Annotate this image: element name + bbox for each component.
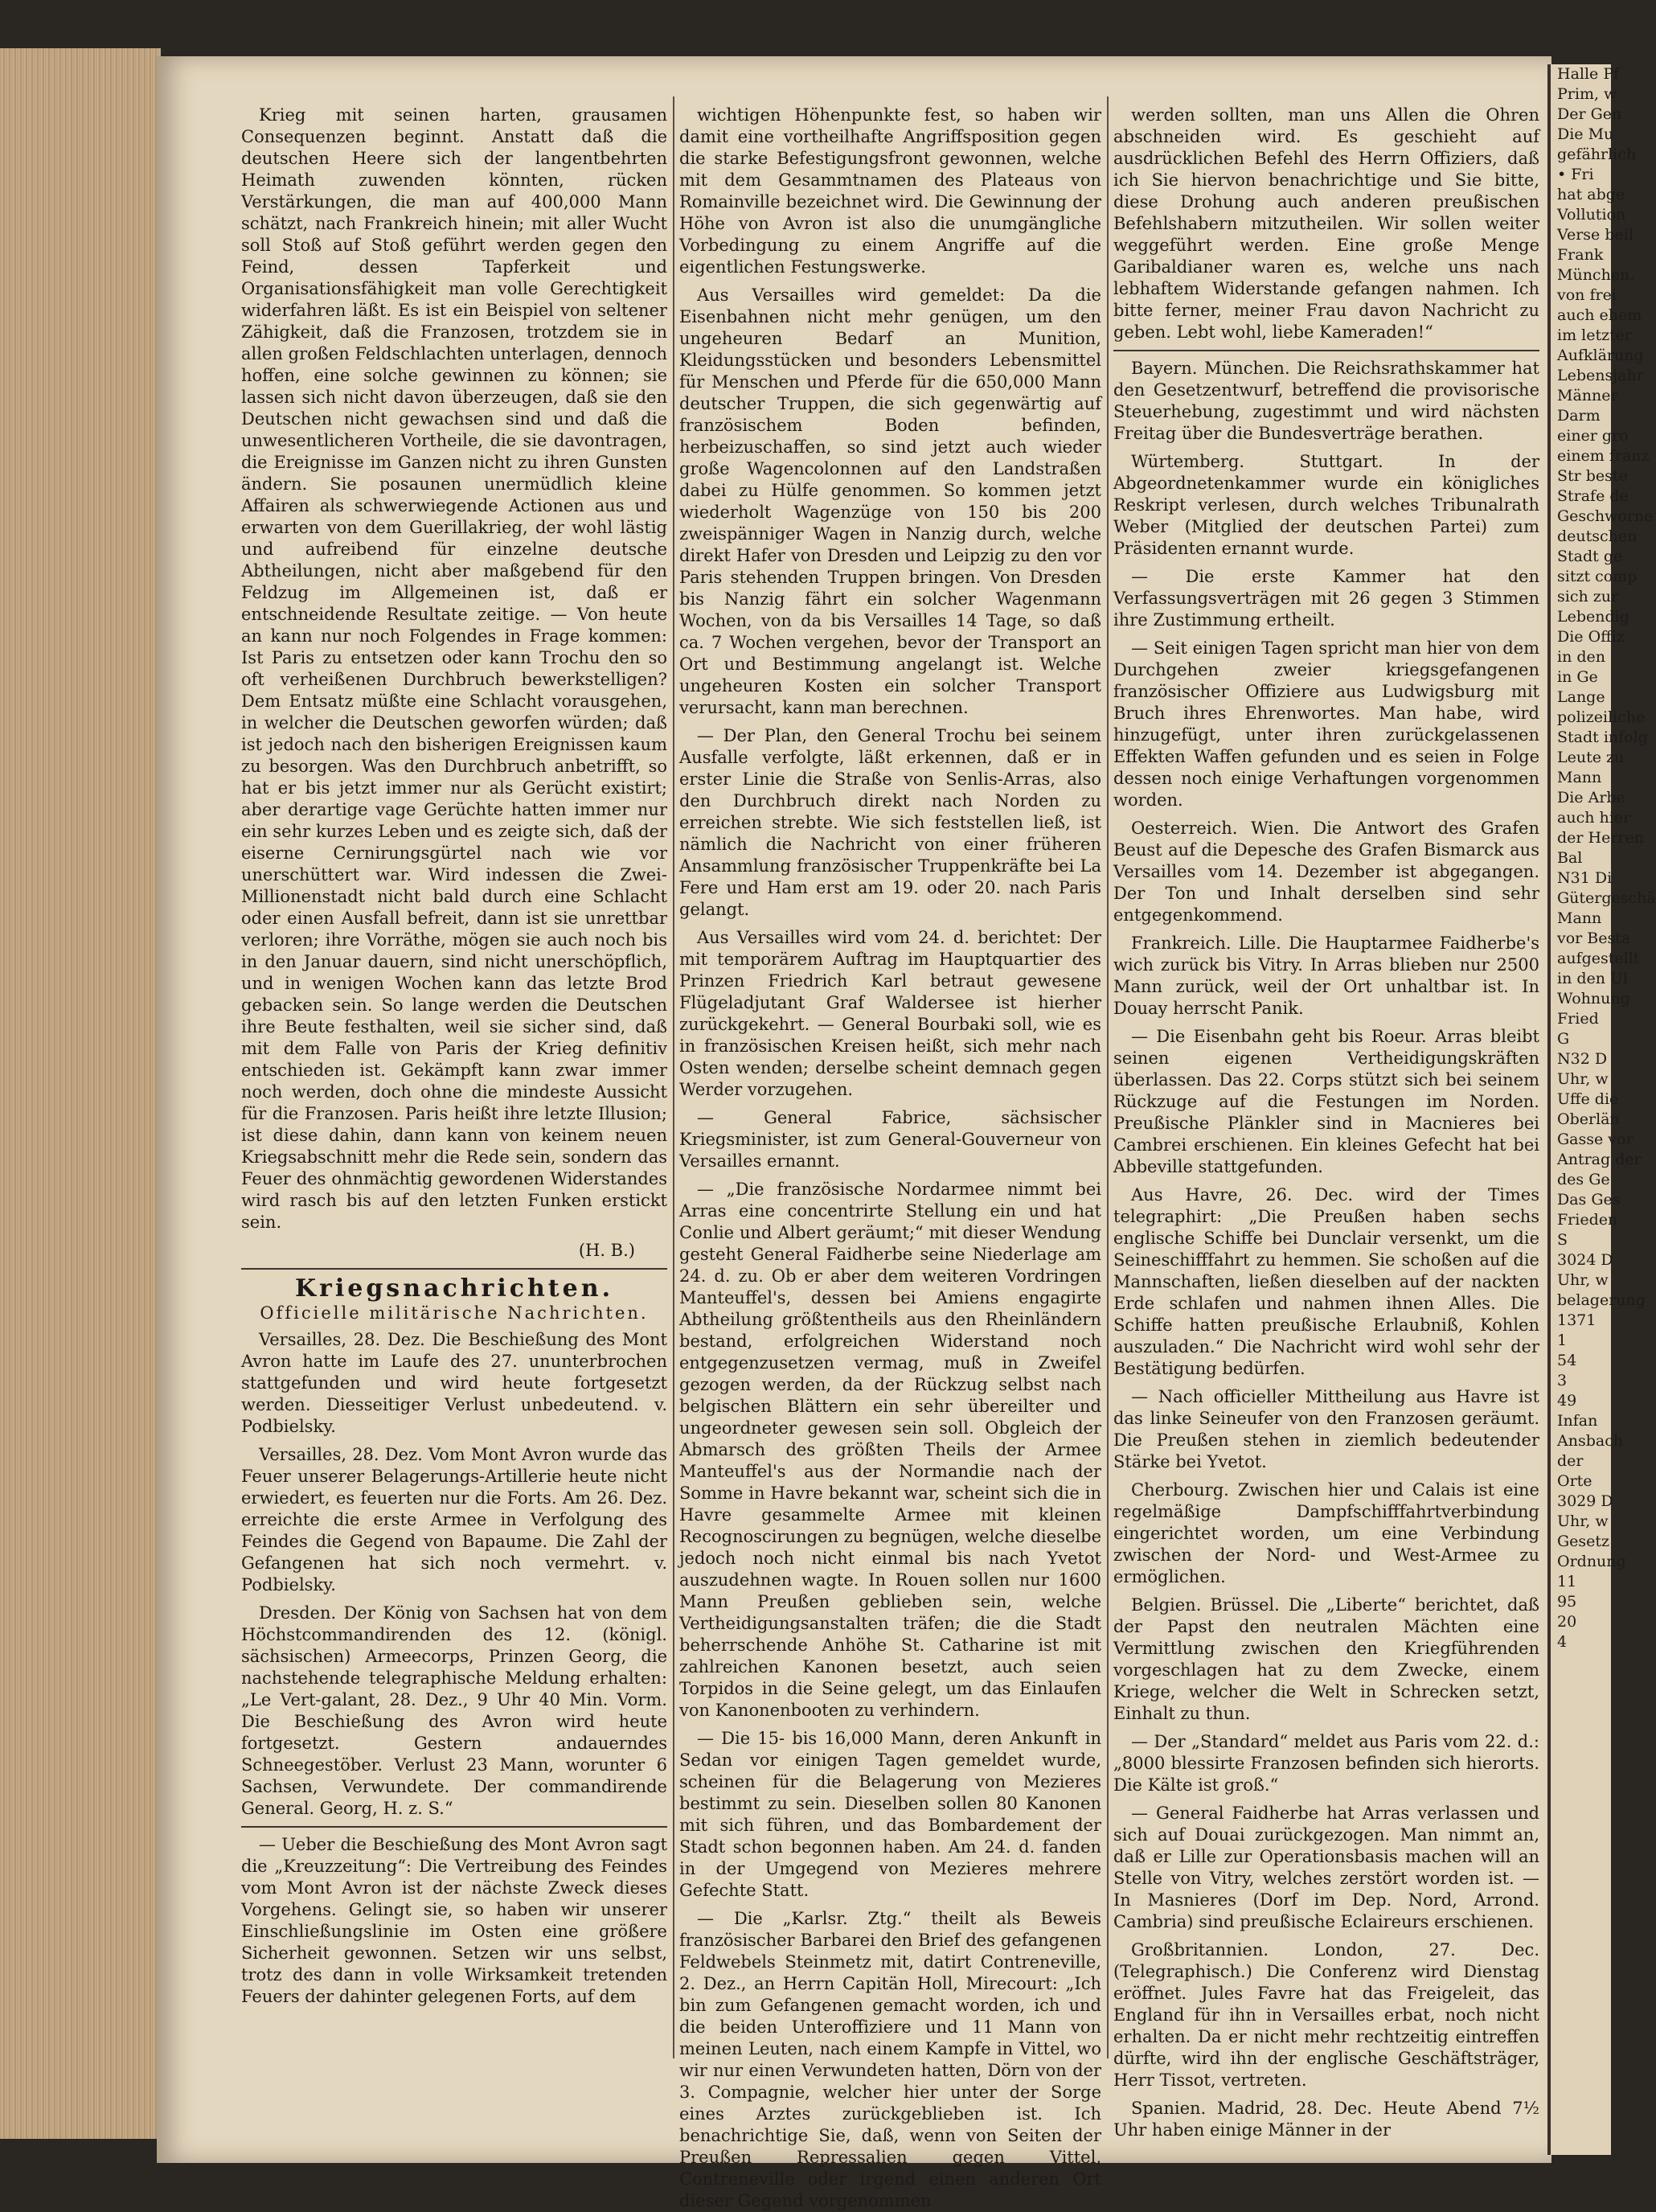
adjacent-page-fragment: belagerung <box>1557 1291 1646 1309</box>
adjacent-page-fragment: Mann <box>1557 909 1602 927</box>
adjacent-page-fragment: Die Offiz <box>1557 628 1625 646</box>
adjacent-page-fragment: Verse beil <box>1557 226 1633 244</box>
adjacent-page-fragment: Strafe de <box>1557 487 1629 505</box>
paragraph: — Die erste Kammer hat den Verfassungsverträgen mit 26 gegen 3 Stimmen ihre Zustimmung ertheilt. <box>1113 567 1539 630</box>
paragraph: Bayern. München. Die Reichsrathskammer hat den Gesetzentwurf, betreffend die provisorische Steuerhebung, zugestimmt und wird nächsten Freitag über die Bundesverträge berathen. <box>1113 359 1539 443</box>
paragraph: Versailles, 28. Dez. Vom Mont Avron wurde das Feuer unserer Belagerungs-Artillerie heute nicht erwiedert, es feuerten nur die Forts. Am 26. Dez. erreichte die erste Armee in Verfolgung des Feindes die Gegend von Bapaume. Die Zahl der Gefangenen hat sich noch vermehrt. v. Podbielsky. <box>241 1445 667 1594</box>
section-divider <box>241 1826 667 1828</box>
adjacent-page-fragment: Männer <box>1557 387 1618 404</box>
paragraph: Aus Versailles wird gemeldet: Da die Eisenbahnen nicht mehr genügen, um den ungeheuren Bedarf an Munition, Kleidungsstücken und besonders Lebensmittel für Menschen und Pferde für die 650,000 Mann deutscher Truppen, die sich gegenwärtig auf französischem Boden befinden, herbeizuschaffen, so sind jetzt auch wieder große Wagencolonnen auf den Landstraßen dabei zu Hülfe genommen. So kommen jetzt wiederholt Wagenzüge von 150 bis 200 zweispänniger Wagen in Nanzig durch, welche direkt Hafer von Dresden und Leipzig zu den vor Paris stehenden Truppen bringen. Von Dresden bis Nanzig fährt ein solcher Wagenmann Wochen, von da bis Versailles 14 Tage, so daß ca. 7 Wochen vergehen, bevor der Transport an Ort und Bestimmung angelangt ist. Welche ungeheuren Kosten ein solcher Transport verursacht, kann man berechnen. <box>679 285 1101 717</box>
adjacent-page-fragment: einer gro <box>1557 427 1629 445</box>
adjacent-page-fragment: Lebendig <box>1557 608 1629 626</box>
adjacent-page-fragment: 4 <box>1557 1633 1568 1651</box>
paragraph: Belgien. Brüssel. Die „Liberte“ berichtet, daß der Papst den neutralen Mächten eine Vermittlung zwischen den Kriegführenden vorgeschlagen hat zu dem Zwecke, einem Kriege, welcher die Welt in Schrecken setzt, Einhalt zu thun. <box>1113 1595 1539 1723</box>
adjacent-page-fragment: Ansbach <box>1557 1432 1624 1450</box>
adjacent-page-fragment: Antrag der <box>1557 1151 1642 1168</box>
section-headline: Kriegsnachrichten. <box>294 1274 614 1303</box>
adjacent-page-fragment: Uhr, w <box>1557 1271 1609 1289</box>
section-divider <box>1113 350 1539 351</box>
adjacent-page-fragment: 49 <box>1557 1392 1577 1410</box>
adjacent-page-fragment: Oberlän <box>1557 1110 1620 1128</box>
section-divider <box>241 1268 667 1270</box>
adjacent-page-fragment: 3024 D <box>1557 1251 1613 1269</box>
adjacent-page-fragment: im letzter <box>1557 326 1633 344</box>
adjacent-page-fragment: 11 <box>1557 1573 1577 1590</box>
adjacent-page-fragment: auch ehem <box>1557 306 1642 324</box>
adjacent-page-fragment: 1 <box>1557 1332 1568 1349</box>
adjacent-page-fragment: polizeiliche <box>1557 708 1646 726</box>
paragraph: — General Fabrice, sächsischer Kriegsminister, ist zum General-Gouverneur von Versailles ernannt. <box>679 1108 1101 1171</box>
adjacent-page-fragment: sich zur <box>1557 588 1619 605</box>
adjacent-page-fragment: Lange <box>1557 688 1605 706</box>
adjacent-page-fragment: Stadt ge <box>1557 548 1623 565</box>
adjacent-page-fragment: 54 <box>1557 1352 1577 1369</box>
paragraph: — „Die französische Nordarmee nimmt bei Arras eine concentrirte Stellung ein und hat Conlie und Albert geräumt;“ mit dieser Wendung gesteht General Faidherbe seine Niederlage am 24. d. zu. Ob er aber dem weiteren Vordringen Manteuffel's, dessen bei Amiens engagirte Abtheilung größtentheils aus den Rheinländern bestand, erfolgreichen Widerstand noch entgegenzusetzen vermag, muß in Zweifel gezogen werden, da der Rückzug selbst nach belgischen Blättern ein sehr übereilter und ungeordneter gewesen sein soll. Obgleich der Abmarsch des größten Theils der Armee Manteuffel's aus der Normandie nach der Somme in Havre bekannt war, scheint sich die in Havre gesammelte Armee mit kleinen Recognoscirungen zu begnügen, welche dieselbe jedoch noch nicht einmal bis nach Yvetot auszudehnen wagte. In Rouen sollen nur 1600 Mann Preußen geblieben sein, welche Vertheidigungsanstalten träfen; die die Stadt beherrschende Anhöhe St. Catharine ist mit zahlreichen Kanonen besetzt, auch seien Torpidos in die Seine gelegt, um das Einlaufen von Kanonenbooten zu verhindern. <box>679 1180 1101 1720</box>
adjacent-page-fragment: Die Arbe <box>1557 789 1625 806</box>
adjacent-page-fragment: Frieden <box>1557 1211 1618 1229</box>
paragraph: Cherbourg. Zwischen hier und Calais ist eine regelmäßige Dampfschifffahrtverbindung eingerichtet worden, um eine Verbindung zwischen der Nord- und West-Armee zu ermöglichen. <box>1113 1480 1539 1586</box>
adjacent-page-fragment: Uhr, w <box>1557 1070 1609 1088</box>
adjacent-page-fragment: Darm <box>1557 407 1601 425</box>
adjacent-page-fragment: Infan <box>1557 1412 1598 1430</box>
adjacent-page-fragment: Str beste <box>1557 467 1628 485</box>
adjacent-page-fragment: Die Mu <box>1557 125 1614 143</box>
paragraph: wichtigen Höhenpunkte fest, so haben wir damit eine vortheilhafte Angriffsposition gegen die starke Befestigungsfront gewonnen, welche mit dem Gesammtnamen des Plateaus von Romainville bezeichnet wird. Die Gewinnung der Höhe von Avron ist also die unumgängliche Vorbedingung zu einem Angriffe auf die eigentlichen Festungswerke. <box>679 105 1101 277</box>
adjacent-page-fragment: 95 <box>1557 1593 1577 1611</box>
adjacent-page-fragment: Bal <box>1557 849 1583 867</box>
adjacent-page-fragment: N31 Di <box>1557 869 1613 887</box>
adjacent-page-fragment: Wohnung <box>1557 990 1630 1008</box>
adjacent-page-fragment: hat abge <box>1557 186 1625 203</box>
adjacent-page-fragment: einem franz <box>1557 447 1650 465</box>
paragraph: Krieg mit seinen harten, grausamen Consequenzen beginnt. Anstatt daß die deutschen Heere sich der langentbehrten Heimath zuwenden könnten, rücken Verstärkungen, die man auf 400,000 Mann schätzt, nach Frankreich hinein; mit aller Wucht soll Stoß auf Stoß geführt werden gegen den Feind, dessen Tapferkeit und Organisationsfähigkeit man volle Gerechtigkeit widerfahren läßt. Es ist ein Beispiel von seltener Zähigkeit, daß die Franzosen, trotzdem sie in allen großen Feldschlachten unterlagen, dennoch hoffen, eine solche gewinnen zu können; sie lassen sich nicht davon überzeugen, daß sie den Deutschen nicht gewachsen sind und daß die unwesentlicheren Vortheile, die sie davontragen, die Ereignisse im Ganzen nicht zu ihren Gunsten ändern. Sie posaunen unermüdlich kleine Affairen als schwerwiegende Actionen aus und erwarten von dem Guerillakrieg, der wohl lästig und aufreibend für einzelne deutsche Abtheilungen, nicht aber maßgebend für den Feldzug im Allgemeinen ist, daß er entschneidende Resultate zeitige. — Von heute an kann nur noch Folgendes in Frage kommen: Ist Paris zu entsetzen oder kann Trochu den so oft verheißenen Durchbruch bewerkstelligen? Dem Entsatz müßte eine Schlacht vorausgehen, in welcher die Deutschen geworfen würden; daß ist jedoch nach den bisherigen Ereignissen kaum zu besorgen. Was den Durchbruch anbetrifft, so hat er bis jetzt immer nur als Gerücht existirt; aber derartige vage Gerüchte hatten immer nur ein sehr kurzes Leben und es zeigte sich, daß der eiserne Cernirungsgürtel nach wie vor unerschüttert war. Wird indessen die Zwei-Millionenstadt nicht bald durch eine Schlacht oder einen Ausfall befreit, dann ist sie unrettbar verloren; ihre Vorräthe, mögen sie auch noch bis in den Januar dauern, sind nicht unerschöpflich, und in wenigen Wochen kann das letzte Brod gebacken sein. So lange werden die Deutschen ihre Beute festhalten, weil sie sicher sind, daß mit dem Falle von Paris der Krieg definitiv entschieden ist. Gekämpft kann zwar immer noch werden, doch ohne die mindeste Aussicht für die Franzosen. Paris heißt ihre letzte Illusion; ist diese dahin, dann kann von keinem neuen Kriegsabschnitt mehr die Rede sein, sondern das Feuer des ohnmächtig gewordenen Widerstandes wird rasch bis auf den letzten Funken erstickt sein. <box>241 105 667 1232</box>
adjacent-page-fragment: 20 <box>1557 1613 1577 1631</box>
adjacent-page-fragment: Leute zu <box>1557 749 1625 766</box>
paragraph: Aus Havre, 26. Dec. wird der Times telegraphirt: „Die Preußen haben sechs englische Schiffe bei Dunclair versenkt, um die Seineschifffahrt zu hemmen. Sie schoßen auf die Mannschaften, ließen dieselben auf der nackten Erde schlafen und nahmen ihnen Alles. Die Schiffe hatten preußische Erlaubniß, Kohlen auszuladen.“ Die Nachricht wird wohl sehr der Bestätigung bedürfen. <box>1113 1185 1539 1378</box>
adjacent-page-fragment: S <box>1557 1231 1568 1249</box>
adjacent-page-strip <box>1547 64 1656 2155</box>
paragraph: — Die Eisenbahn geht bis Roeur. Arras bleibt seinen eigenen Vertheidigungskräften überlassen. Das 22. Corps stützt sich bei seinem Rückzuge auf die Festungen im Norden. Preußische Plänkler sind in Macnieres bei Cambrei erschienen. Ein kleines Gefecht hat bei Abbeville stattgefunden. <box>1113 1027 1539 1176</box>
adjacent-page-fragment: des Ge <box>1557 1171 1610 1188</box>
adjacent-page-fragment: Gütergeschä <box>1557 889 1656 907</box>
adjacent-page-fragment: Gesetz <box>1557 1533 1610 1550</box>
adjacent-page-fragment: auch hier <box>1557 809 1631 827</box>
adjacent-page-fragment: Vollution <box>1557 206 1626 224</box>
adjacent-page-fragment: Uhr, w <box>1557 1512 1609 1530</box>
adjacent-page-fragment: gefährlich <box>1557 146 1637 163</box>
paragraph: — Nach officieller Mittheilung aus Havre ist das linke Seineufer von den Franzosen geräumt. Die Preußen stehen in ziemlich bedeutender Stärke bei Yvetot. <box>1113 1387 1539 1471</box>
adjacent-page-fragment: in den <box>1557 648 1605 666</box>
adjacent-page-fragment: Das Ges <box>1557 1191 1621 1209</box>
adjacent-page-fragment: Halle Pf <box>1557 65 1620 83</box>
adjacent-page-fragment: Orte <box>1557 1472 1592 1490</box>
adjacent-page-fragment: Mann <box>1557 769 1602 786</box>
paragraph: Oesterreich. Wien. Die Antwort des Grafen Beust auf die Depesche des Grafen Bismarck aus Versailles vom 14. Dezember ist abgegangen. Der Ton und Inhalt derselben sind sehr entgegenkommend. <box>1113 819 1539 925</box>
adjacent-page-fragment: vor Besta <box>1557 930 1631 947</box>
paragraph: — Die 15- bis 16,000 Mann, deren Ankunft in Sedan vor einigen Tagen gemeldet wurde, scheinen für die Belagerung von Mezieres bestimmt zu sein. Dieselben sollen 80 Kanonen mit sich führen, und das Bombardement der Stadt schon begonnen haben. Am 24. d. fanden in der Umgegend von Mezieres mehrere Gefechte Statt. <box>679 1729 1101 1900</box>
adjacent-page-fragment: sitzt comp <box>1557 568 1638 585</box>
paragraph: Großbritannien. London, 27. Dec. (Telegraphisch.) Die Conferenz wird Dienstag eröffnet. Jules Favre hat das Freigeleit, das England für ihn in Versailles erbat, noch nicht erhalten. Da er nicht mehr rechtzeitig eintreffen dürfte, wird ihn der englische Geschäftsträger, Herr Tissot, vertreten. <box>1113 1940 1539 2090</box>
adjacent-page-fragment: der Herren <box>1557 829 1644 847</box>
adjacent-page-fragment: Fried <box>1557 1010 1599 1028</box>
adjacent-page-fragment: in Ge <box>1557 668 1598 686</box>
adjacent-page-fragment: aufgestellt <box>1557 950 1640 967</box>
adjacent-page-fragment: Frank <box>1557 246 1604 264</box>
adjacent-page-fragment: • Fri <box>1557 166 1594 183</box>
adjacent-page-fragment: N32 D <box>1557 1050 1608 1068</box>
column-left <box>241 105 667 2050</box>
paragraph: Frankreich. Lille. Die Hauptarmee Faidherbe's wich zurück bis Vitry. In Arras blieben nur 2500 Mann zurück, weil der Ort unhaltbar ist. In Douay herrscht Panik. <box>1113 934 1539 1018</box>
signature: (H. B.) <box>578 1241 635 1260</box>
column-middle <box>679 105 1101 2210</box>
adjacent-page-fragment: Aufklärung <box>1557 347 1644 364</box>
adjacent-page-fragment: Ordnung <box>1557 1553 1626 1570</box>
adjacent-page-fragment: München. <box>1557 266 1635 284</box>
adjacent-page-fragment: Der Gen <box>1557 105 1622 123</box>
paragraph: Aus Versailles wird vom 24. d. berichtet: Der mit temporärem Auftrag im Hauptquartier des Prinzen Friedrich Karl betraut gewesene Flügeladjutant Graf Waldersee ist hierher zurückgekehrt. — General Bourbaki soll, wie es in französischen Kreisen heißt, sich mehr nach Osten wenden; derselbe scheint demnach gegen Werder vorzugehen. <box>679 928 1101 1099</box>
paragraph: — General Faidherbe hat Arras verlassen und sich auf Douai zurückgezogen. Man nimmt an, daß er Lille zur Operationsbasis machen will an Stelle von Vitry, welches zerstört worden ist. — In Masnieres (Dorf im Dep. Nord, Arrond. Cambria) sind preußische Eclaireurs erschienen. <box>1113 1804 1539 1931</box>
adjacent-page-fragment: Prim, w <box>1557 85 1617 103</box>
section-subheadline: Officielle militärische Nachrichten. <box>260 1303 649 1323</box>
paragraph: — Der „Standard“ meldet aus Paris vom 22. d.: „8000 blessirte Franzosen befinden sich hierorts. Die Kälte ist groß.“ <box>1113 1732 1539 1795</box>
adjacent-page-fragment: G <box>1557 1030 1570 1048</box>
adjacent-page-fragment: 3029 D <box>1557 1492 1613 1510</box>
adjacent-page-fragment: Stadt infolg <box>1557 728 1648 746</box>
paragraph: Würtemberg. Stuttgart. In der Abgeordnetenkammer wurde ein königliches Reskript verlesen, durch welches Tribunalrath Weber (Mitglied der deutschen Partei) zum Präsidenten ernannt wurde. <box>1113 452 1539 558</box>
book-edge <box>0 48 161 2139</box>
adjacent-page-fragment: 1371 <box>1557 1311 1597 1329</box>
paragraph: Dresden. Der König von Sachsen hat von dem Höchstcommandirenden des 12. (königl. sächsischen) Armeecorps, Prinzen Georg, die nachstehende telegraphische Meldung erhalten: „Le Vert-galant, 28. Dez., 9 Uhr 40 Min. Vorm. Die Beschießung des Avron wird heute fortgesetzt. Gestern andauerndes Schneegestöber. Verlust 23 Mann, worunter 6 Sachsen, Verwundete. Der commandirende General. Georg, H. z. S.“ <box>241 1603 667 1818</box>
adjacent-page-fragment: 3 <box>1557 1372 1568 1389</box>
adjacent-page-fragment: Lebensjahr <box>1557 367 1644 384</box>
paragraph: — Die „Karlsr. Ztg.“ theilt als Beweis französischer Barbarei den Brief des gefangenen Feldwebels Steinmetz mit, datirt Contreneville, 2. Dez., an Herrn Capitän Holl, Mirecourt: „Ich bin zum Gefangenen gemacht worden, ich und die beiden Unteroffiziere und 11 Mann von meinen Leuten, nach einem Kampfe in Vittel, wo wir nur einen Verwundeten hatten, Dörn von der 3. Compagnie, welcher hier unter der Sorge eines Arztes zurückgeblieben ist. Ich benachrichtige Sie, daß, wenn von Seiten der Preußen Repressalien gegen Vittel, Contreneville oder irgend einen anderen Ort dieser Gegend vorgenommen <box>679 1909 1101 2210</box>
adjacent-page-fragment: deutschen <box>1557 527 1638 545</box>
adjacent-page-fragment: Gasse vor <box>1557 1131 1633 1148</box>
paragraph: — Der Plan, den General Trochu bei seinem Ausfalle verfolgte, läßt erkennen, daß er in erster Linie die Straße von Senlis-Arras, also den Durchbruch direkt nach Norden zu erreichen strebte. Wie sich feststellen ließ, ist nämlich die Nachricht von einer früheren Ansammlung französischer Truppenkräfte bei La Fere und Ham erst am 19. oder 20. nach Paris gelangt. <box>679 726 1101 919</box>
paragraph: werden sollten, man uns Allen die Ohren abschneiden wird. Es geschieht auf ausdrücklichen Befehl des Herrn Offiziers, daß ich Sie hiervon benachrichtige und Sie bitte, diese Drohung auch anderen preußischen Befehlshabern mitzutheilen. Wir sollen weiter weggeführt werden. Eine große Menge Garibaldianer waren es, welche uns nach lebhaftem Widerstande gefangen nahmen. Ich bitte ferner, meiner Frau davon Nachricht zu geben. Lebt wohl, liebe Kameraden!“ <box>1113 105 1539 342</box>
adjacent-page-fragment: in den Ul <box>1557 970 1629 987</box>
adjacent-page-fragment: Uffe die <box>1557 1090 1619 1108</box>
paragraph: — Seit einigen Tagen spricht man hier von dem Durchgehen zweier kriegsgefangenen französischer Offiziere aus Ludwigsburg mit Bruch ihres Ehrenwortes. Man habe, wird hinzugefügt, unter ihren zurückgelassenen Effekten Waffen gefunden und es seien in Folge dessen noch einige Verhaftungen vorgenommen worden. <box>1113 638 1539 810</box>
adjacent-page-fragment: von frei <box>1557 286 1617 304</box>
column-right <box>1113 105 1539 2140</box>
adjacent-page-fragment: Geschworne <box>1557 507 1654 525</box>
column-rule <box>1107 96 1109 2058</box>
paragraph: — Ueber die Beschießung des Mont Avron sagt die „Kreuzzeitung“: Die Vertreibung des Feindes vom Mont Avron ist der nächste Zweck dieses Vorgehens. Gelingt sie, so haben wir unserer Einschließungslinie im Osten eine größere Sicherheit gewonnen. Setzen wir uns selbst, trotz des dann in volle Wirksamkeit tretenden Feuers der dahinter gelegenen Forts, auf dem <box>241 1835 667 2006</box>
column-rule <box>673 96 674 2058</box>
adjacent-page-fragment: der <box>1557 1452 1584 1470</box>
paragraph: Versailles, 28. Dez. Die Beschießung des Mont Avron hatte im Laufe des 27. ununterbrochen stattgefunden und wird heute fortgesetzt werden. Diesseitiger Verlust unbedeutend. v. Podbielsky. <box>241 1330 667 1436</box>
paragraph: Spanien. Madrid, 28. Dec. Heute Abend 7½ Uhr haben einige Männer in der <box>1113 2099 1539 2140</box>
